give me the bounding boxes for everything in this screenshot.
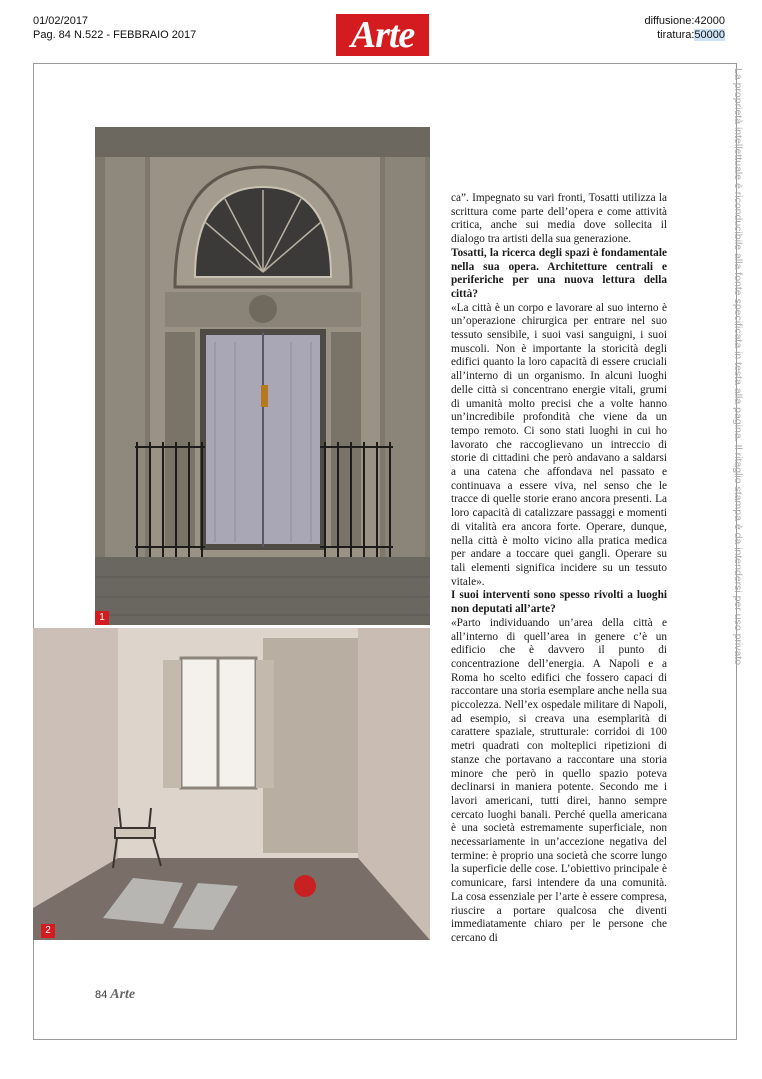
- header-right: [644, 14, 725, 42]
- figure-number-2: 2: [41, 924, 55, 938]
- page-number: 84: [95, 989, 108, 1001]
- answer-2: «Parto individuando un’area della città e all’interno di quell’area in genere c’è un edificio che è davvero il punto di concentrazione dell’energia. A Napoli e a Roma ho scelto edifici che fossero capaci di raccontare una storia esemplare anche nella sua piccolezza. Nell’ex ospedale militare di Napoli, ad esempio, si creava una esemplarità di carattere spaziale, strutturale: corridoi di 100 metri quadrati con molteplici ripetizioni di stanze che portavano a raccontare una storia minore che però in quello spazio poteva declinarsi in maniera potente. Secondo me i lavori americani, tutti direi, hanno sempre cercato luoghi banali. Perché quella americana è una società estremamente superficiale, non necessariamente in un’accezione negativa del termine: è proprio una società che scorre lungo la superficie delle cose. L’obiettivo principale è comunicare, farsi intendere da una comunità. La cosa essenziale per l’arte è essere compresa, riuscire a portare qualcosa che diventi immediatamente chiaro per le persone che cercano di: [451, 616, 667, 944]
- photo-room: [33, 628, 430, 940]
- answer-1: «La città è un corpo e lavorare al suo interno è un’operazione chirurgica per entrare nel suo tessuto sensibile, i suoi vasi sanguigni, i suoi muscoli. Non è importante la storicità degli edifici quanto la loro capacità di essere cruciali all’interno di un organismo. In alcuni luoghi delle città si concentrano energie vitali, grumi di umanità molto precisi che a volte hanno un’incredibile profondità che viene da un tempo remoto. Ci sono stati luoghi in cui ho lavorato che raccoglievano un intreccio di storie di cittadini che però andavano a saldarsi a una catena che affondava nel passato e continuava a essere viva, nel senso che le tracce di quelle storie erano ancora presenti. La loro capacità di catalizzare passaggi e momenti di vitalità era ancora forte. Operare, dunque, nella città è molto vicino alla pratica medica per andare a toccare quei gangli. Operare su tali elementi significa incidere su un tessuto vitale».: [451, 301, 667, 588]
- photo-doorway: [95, 127, 430, 625]
- header-diffusione: diffusione:42000: [644, 15, 725, 27]
- tiratura-value: 50000: [694, 29, 725, 41]
- footer-brand: Arte: [110, 987, 136, 1002]
- header-tiratura: tiratura:50000: [657, 29, 725, 41]
- header-issue: Pag. 84 N.522 - FEBBRAIO 2017: [33, 29, 197, 41]
- header-left: [33, 14, 196, 42]
- question-1: Tosatti, la ricerca degli spazi è fondamentale nella sua opera. Architetture centrali e periferiche per una nuova lettura della città?: [451, 246, 667, 300]
- copyright-sidenote: La proprietà intellettuale è riconducibile alla fonte specificata in testa alla pagina. Il ritaglio stampa è da intendersi per uso privato: [732, 68, 744, 666]
- arte-logo: Arte: [336, 14, 429, 56]
- figure-number-1: 1: [95, 611, 109, 625]
- page-footer: [95, 987, 135, 1003]
- article-body: [451, 192, 667, 946]
- room-illustration: [33, 628, 430, 940]
- paragraph-intro: ca”. Impegnato su vari fronti, Tosatti utilizza la scrittura come parte dell’opera e come attività critica, anche sui media dove sollecita il dialogo tra artisti della sua generazione.: [451, 192, 667, 246]
- question-2: I suoi interventi sono spesso rivolti a luoghi non deputati all’arte?: [451, 589, 667, 616]
- doorway-illustration: [95, 127, 430, 625]
- header-date: 01/02/2017: [33, 15, 89, 27]
